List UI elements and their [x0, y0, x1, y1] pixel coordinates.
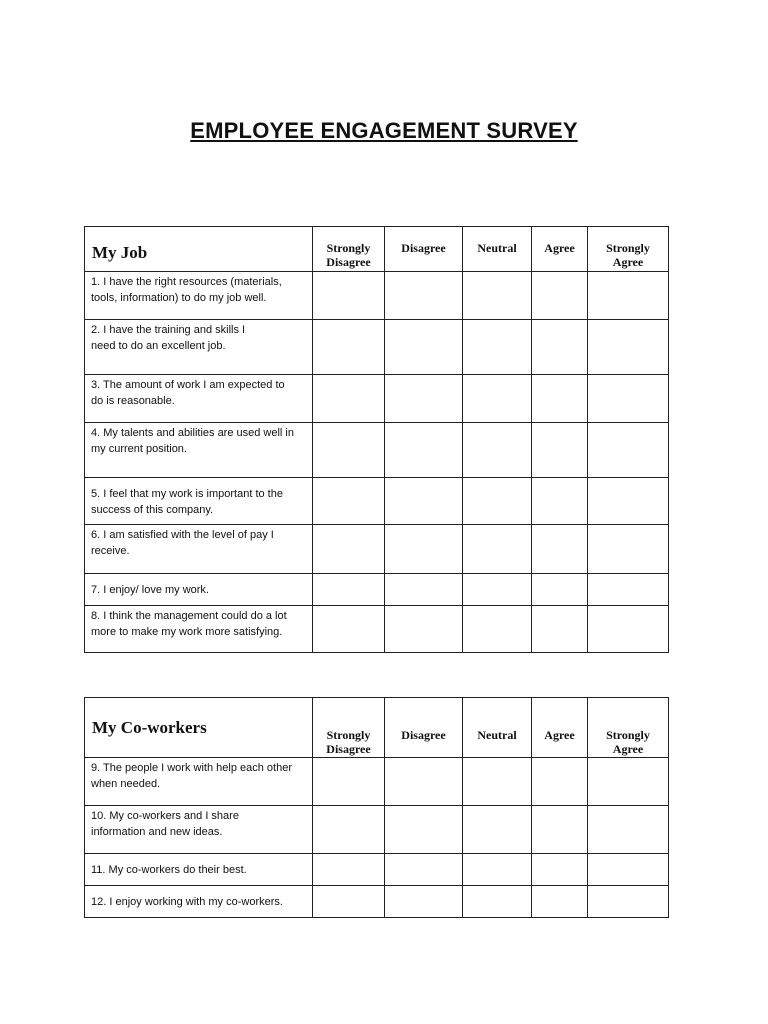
- response-cell[interactable]: [385, 375, 463, 423]
- response-cell[interactable]: [463, 272, 532, 320]
- question-7: 7. I enjoy/ love my work.: [85, 574, 313, 606]
- table-row: [85, 854, 669, 886]
- response-cell[interactable]: [463, 478, 532, 525]
- response-cell[interactable]: [463, 574, 532, 606]
- response-cell[interactable]: [532, 525, 588, 574]
- response-cell[interactable]: [463, 886, 532, 918]
- question-3: 3. The amount of work I am expected to do is reasonable.: [85, 375, 313, 423]
- question-2: 2. I have the training and skills I need to do an excellent job.: [85, 320, 313, 375]
- response-cell[interactable]: [385, 320, 463, 375]
- response-cell[interactable]: [463, 525, 532, 574]
- col-disagree: Disagree: [385, 227, 463, 272]
- question-1: 1. I have the right resources (materials, tools, information) to do my job well.: [85, 272, 313, 320]
- response-cell[interactable]: [588, 272, 669, 320]
- question-10: 10. My co-workers and I share information and new ideas.: [85, 806, 313, 854]
- table-row: [85, 886, 669, 918]
- table-row: [85, 320, 669, 375]
- response-cell[interactable]: [588, 854, 669, 886]
- response-cell[interactable]: [588, 478, 669, 525]
- survey-table-my-coworkers: [84, 697, 669, 918]
- response-cell[interactable]: [588, 758, 669, 806]
- response-cell[interactable]: [385, 606, 463, 653]
- response-cell[interactable]: [532, 758, 588, 806]
- question-11: 11. My co-workers do their best.: [85, 854, 313, 886]
- response-cell[interactable]: [313, 854, 385, 886]
- response-cell[interactable]: [313, 758, 385, 806]
- response-cell[interactable]: [313, 423, 385, 478]
- response-cell[interactable]: [532, 272, 588, 320]
- table-row: [85, 606, 669, 653]
- table-row: [85, 423, 669, 478]
- survey-table-my-job: [84, 226, 669, 653]
- table-row: [85, 525, 669, 574]
- col-neutral: Neutral: [463, 227, 532, 272]
- response-cell[interactable]: [463, 423, 532, 478]
- header-row: [85, 698, 669, 758]
- response-cell[interactable]: [313, 886, 385, 918]
- response-cell[interactable]: [588, 423, 669, 478]
- response-cell[interactable]: [588, 320, 669, 375]
- response-cell[interactable]: [463, 375, 532, 423]
- section-title: My Co-workers: [85, 698, 313, 758]
- response-cell[interactable]: [532, 854, 588, 886]
- col-disagree: Disagree: [385, 698, 463, 758]
- table-row: [85, 806, 669, 854]
- question-5: 5. I feel that my work is important to the success of this company.: [85, 478, 313, 525]
- response-cell[interactable]: [313, 806, 385, 854]
- response-cell[interactable]: [385, 574, 463, 606]
- table-row: [85, 375, 669, 423]
- response-cell[interactable]: [588, 886, 669, 918]
- response-cell[interactable]: [313, 525, 385, 574]
- table-row: [85, 574, 669, 606]
- response-cell[interactable]: [463, 806, 532, 854]
- response-cell[interactable]: [385, 886, 463, 918]
- question-8: 8. I think the management could do a lot more to make my work more satisfying.: [85, 606, 313, 653]
- response-cell[interactable]: [588, 375, 669, 423]
- response-cell[interactable]: [588, 806, 669, 854]
- col-strongly-agree: Strongly Agree: [588, 698, 669, 758]
- response-cell[interactable]: [532, 574, 588, 606]
- table-row: [85, 758, 669, 806]
- response-cell[interactable]: [532, 606, 588, 653]
- response-cell[interactable]: [385, 478, 463, 525]
- response-cell[interactable]: [532, 478, 588, 525]
- table-row: [85, 272, 669, 320]
- response-cell[interactable]: [385, 423, 463, 478]
- col-neutral: Neutral: [463, 698, 532, 758]
- response-cell[interactable]: [588, 606, 669, 653]
- table-row: [85, 478, 669, 525]
- response-cell[interactable]: [385, 525, 463, 574]
- col-strongly-disagree: Strongly Disagree: [313, 227, 385, 272]
- response-cell[interactable]: [313, 272, 385, 320]
- response-cell[interactable]: [532, 886, 588, 918]
- response-cell[interactable]: [385, 854, 463, 886]
- response-cell[interactable]: [588, 525, 669, 574]
- response-cell[interactable]: [313, 375, 385, 423]
- question-6: 6. I am satisfied with the level of pay I receive.: [85, 525, 313, 574]
- response-cell[interactable]: [313, 320, 385, 375]
- response-cell[interactable]: [532, 423, 588, 478]
- response-cell[interactable]: [463, 854, 532, 886]
- section-title: My Job: [85, 227, 313, 272]
- response-cell[interactable]: [532, 375, 588, 423]
- response-cell[interactable]: [385, 806, 463, 854]
- response-cell[interactable]: [463, 606, 532, 653]
- response-cell[interactable]: [588, 574, 669, 606]
- response-cell[interactable]: [313, 574, 385, 606]
- response-cell[interactable]: [532, 806, 588, 854]
- response-cell[interactable]: [463, 320, 532, 375]
- response-cell[interactable]: [532, 320, 588, 375]
- col-strongly-agree: Strongly Agree: [588, 227, 669, 272]
- response-cell[interactable]: [385, 758, 463, 806]
- col-agree: Agree: [532, 227, 588, 272]
- question-9: 9. The people I work with help each other when needed.: [85, 758, 313, 806]
- question-4: 4. My talents and abilities are used well in my current position.: [85, 423, 313, 478]
- response-cell[interactable]: [313, 478, 385, 525]
- col-strongly-disagree: Strongly Disagree: [313, 698, 385, 758]
- page-title: EMPLOYEE ENGAGEMENT SURVEY: [190, 118, 578, 143]
- response-cell[interactable]: [385, 272, 463, 320]
- response-cell[interactable]: [313, 606, 385, 653]
- response-cell[interactable]: [463, 758, 532, 806]
- col-agree: Agree: [532, 698, 588, 758]
- question-12: 12. I enjoy working with my co-workers.: [85, 886, 313, 918]
- header-row: [85, 227, 669, 272]
